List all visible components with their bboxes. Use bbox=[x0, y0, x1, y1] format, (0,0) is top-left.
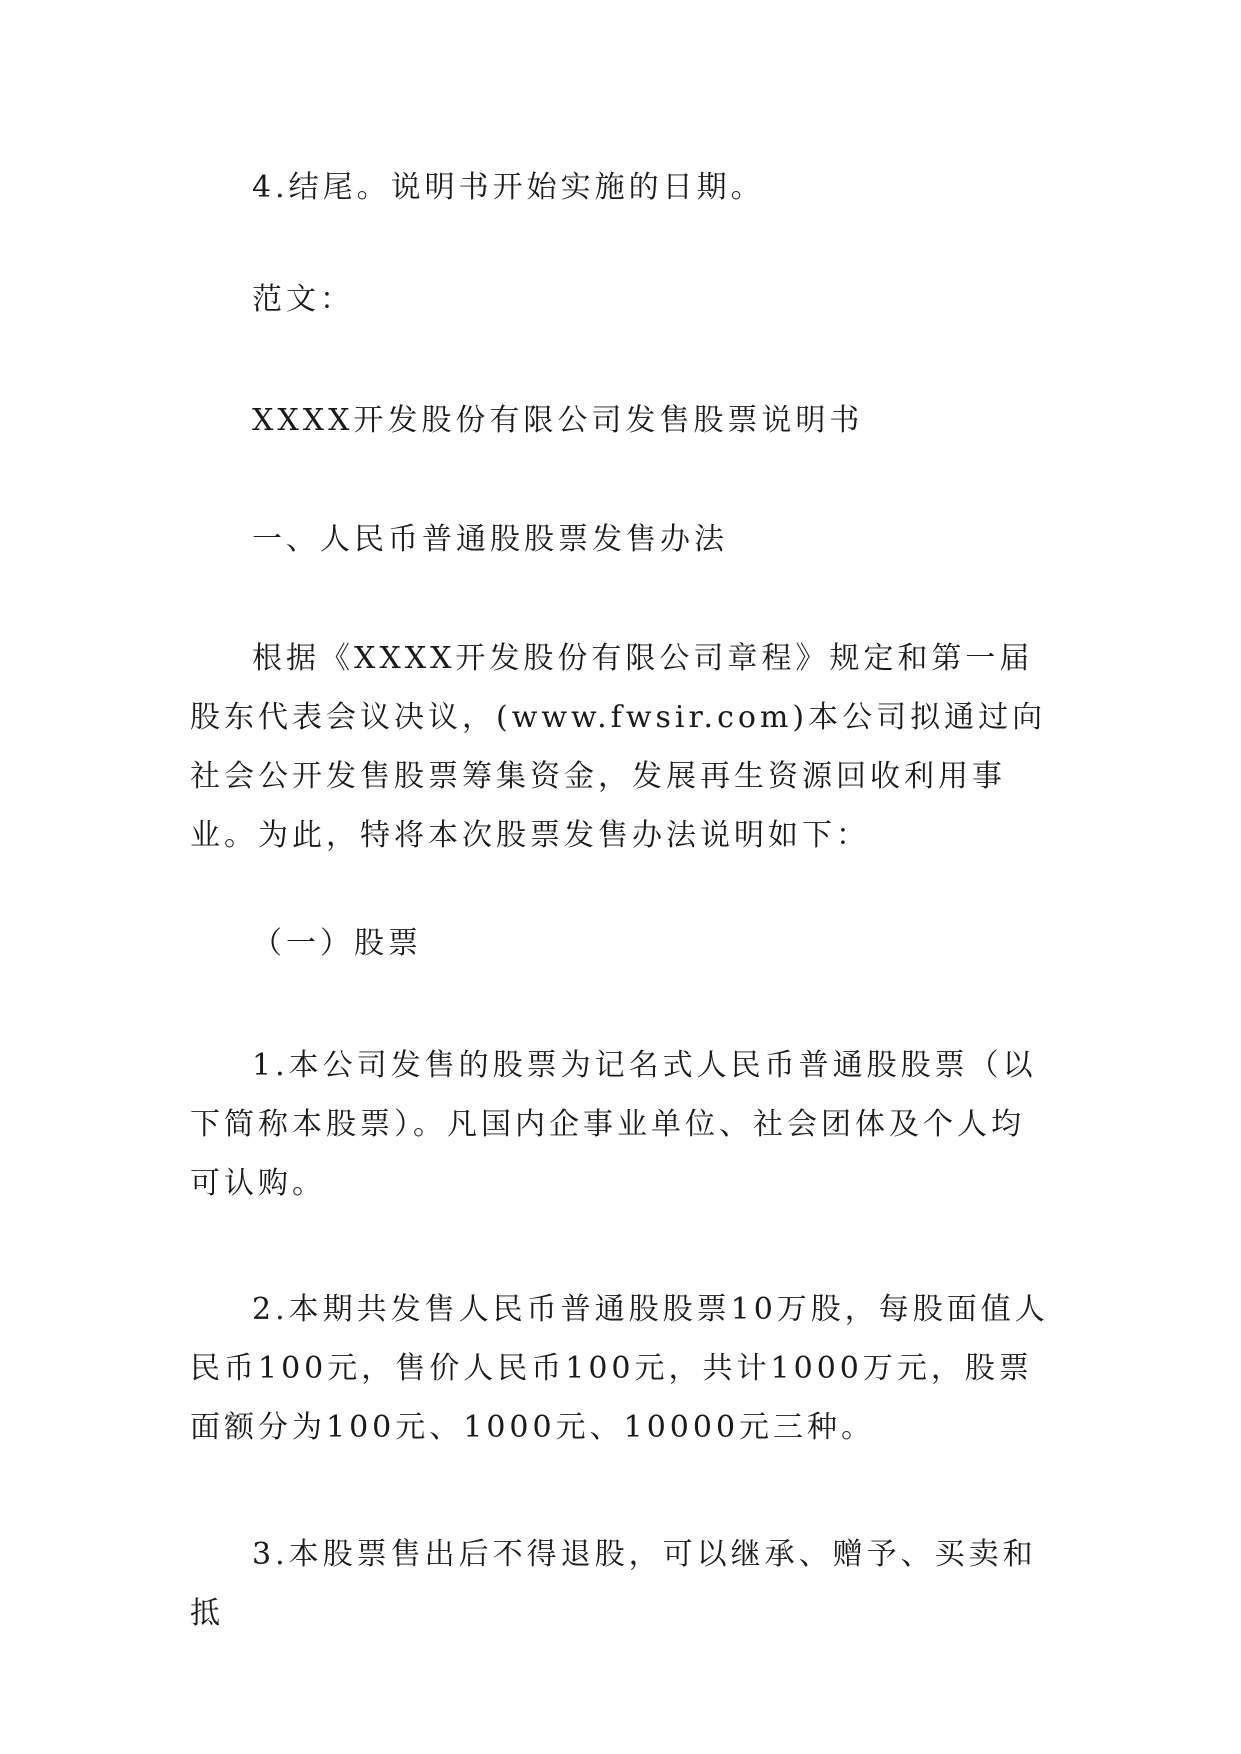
paragraph-sample-label: 范文： bbox=[252, 282, 354, 317]
subsection-heading: （一）股票 bbox=[252, 926, 422, 961]
paragraph-intro: 根据《XXXX开发股份有限公司章程》规定和第一届股东代表会议决议，(www.fwsir.com)本公司拟通过向社会公开发售股票筹集资金，发展再生资源回收利用事业。为此，特将本次股票发售办法说明如下： bbox=[190, 641, 1047, 853]
document-title: XXXX开发股份有限公司发售股票说明书 bbox=[252, 403, 864, 438]
section-heading: 一、人民币普通股股票发售办法 bbox=[252, 522, 728, 557]
paragraph-item-2: 2.本期共发售人民币普通股股票10万股，每股面值人民币100元，售价人民币100元，共计1000万元，股票面额分为100元、1000元、10000元三种。 bbox=[190, 1292, 1049, 1445]
paragraph-conclusion-item: 4.结尾。说明书开始实施的日期。 bbox=[252, 170, 765, 205]
paragraph-item-3: 3.本股票售出后不得退股，可以继承、赠予、买卖和抵 bbox=[190, 1537, 1037, 1631]
paragraph-item-1: 1.本公司发售的股票为记名式人民币普通股股票（以下简称本股票）。凡国内企事业单位、社会团体及个人均可认购。 bbox=[190, 1048, 1037, 1201]
